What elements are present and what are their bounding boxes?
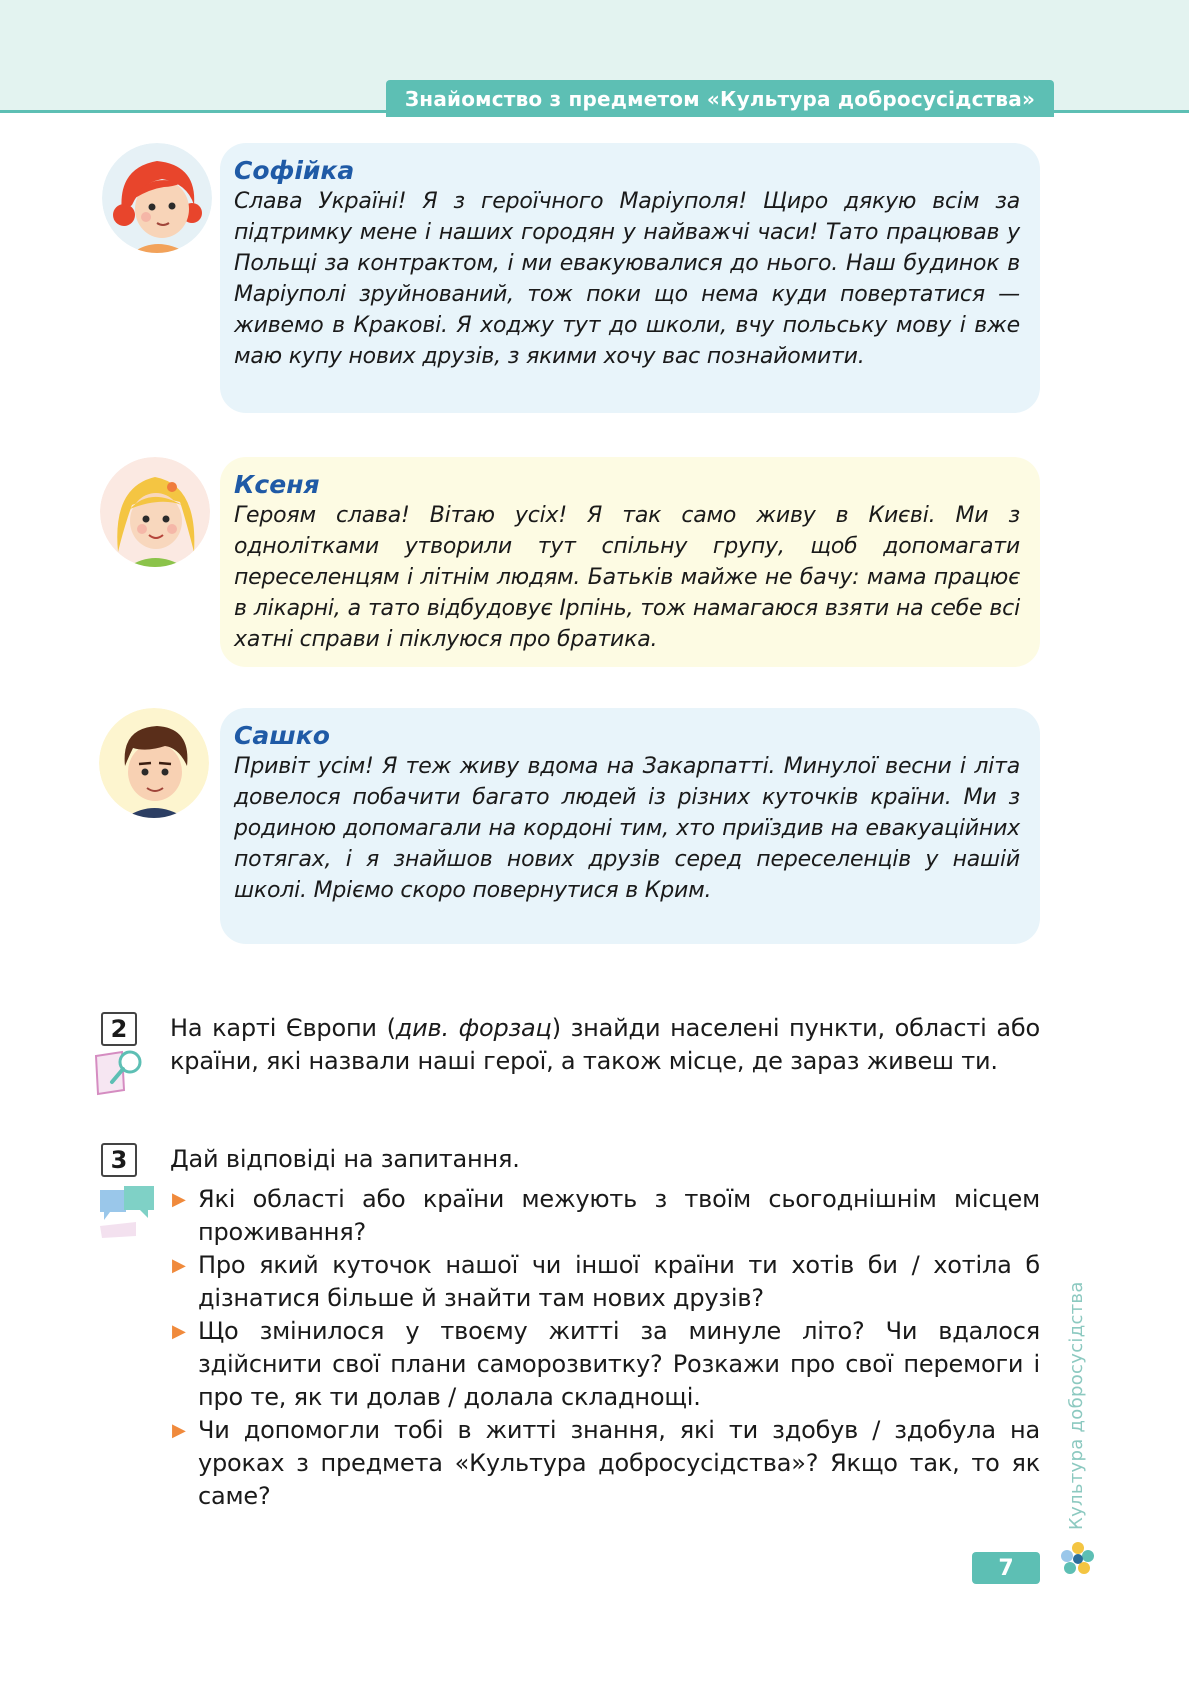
speech-bubble-sofiyka (220, 143, 1040, 413)
character-name: Сашко (234, 721, 330, 750)
task-number-2: 2 (101, 1012, 137, 1046)
girl-blonde-avatar (100, 457, 210, 567)
page-number: 7 (972, 1552, 1040, 1584)
speech-bubbles-icon (96, 1182, 158, 1240)
character-name: Софійка (234, 156, 355, 185)
character-text: Привіт усім! Я теж живу вдома на Закарпатті. Минулої весни і літа довелося побачити багато людей із різних куточків країни. Ми з родиною допомагали на кордоні тим, хто приїздив на евакуаційних потягах, і я знайшов нових друзів серед переселенців у нашій школі. Мріємо скоро повернутися в Крим. (234, 754, 1020, 903)
bullet-icon: ▶ (172, 1420, 186, 1441)
girl-red-hair-avatar (102, 143, 212, 253)
bullet-icon: ▶ (172, 1321, 186, 1342)
task-number-3: 3 (101, 1143, 137, 1177)
list-item: ▶ Які області або країни межують з твоїм сьогоднішнім місцем проживання? (172, 1185, 1040, 1246)
list-item: ▶ Про який куточок нашої чи іншої країни ти хотів би / хотіла б дізнатися більше й знайти там нових друзів? (172, 1251, 1040, 1312)
task-2-reference: див. форзац (395, 1014, 552, 1042)
task-2-text: На карті Європи (див. форзац) знайди населені пункти, області або країни, які назвали наші герої, а також місце, де зараз живеш ти. (170, 1014, 1040, 1075)
character-name: Ксеня (234, 470, 320, 499)
question-list (170, 1183, 1040, 1513)
character-text: Героям слава! Вітаю усіх! Я так само живу в Києві. Ми з однолітками утворили тут спільну групу, щоб допомагати переселенцям і літнім людям. Батьків майже не бачу: мама працює в лікарні, а тато відбудовує Ірпінь, тож намагаюся взяти на себе всі хатні справи і піклуюся про братика. (234, 503, 1020, 652)
chapter-title: Знайомство з предметом «Культура добросусідства» (386, 80, 1054, 117)
bullet-icon: ▶ (172, 1189, 186, 1210)
task-3-intro: Дай відповіді на запитання. (170, 1145, 520, 1173)
character-text: Слава Україні! Я з героїчного Маріуполя! Щиро дякую всім за підтримку мене і наших городян у найважчі часи! Тато працював у Польщі за контрактом, і ми евакуювалися до нього. Наш будинок в Маріуполі зруйнований, тож поки що нема куди повертатися — живемо в Кракові. Я ходжу тут до школи, вчу польську мову і вже маю купу нових друзів, з якими хочу вас познайомити. (234, 189, 1020, 369)
bullet-icon: ▶ (172, 1255, 186, 1276)
list-item: ▶ Що змінилося у твоєму житті за минуле літо? Чи вдалося здійснити свої плани саморозвитку? Розкажи про свої перемоги і про те, як ти долав / долала складнощі. (172, 1317, 1040, 1411)
speech-bubble-sashko (220, 708, 1040, 944)
speech-bubble-ksenya (220, 457, 1040, 667)
flower-icon (1060, 1540, 1096, 1576)
map-magnifier-icon (92, 1046, 148, 1098)
list-item: ▶ Чи допомогли тобі в житті знання, які ти здобув / здобула на уроках з предмета «Культура добросусідства»? Якщо так, то як саме? (172, 1416, 1040, 1510)
side-label: Культура добросусідства (1066, 1281, 1087, 1530)
boy-brown-hair-avatar (99, 708, 209, 818)
